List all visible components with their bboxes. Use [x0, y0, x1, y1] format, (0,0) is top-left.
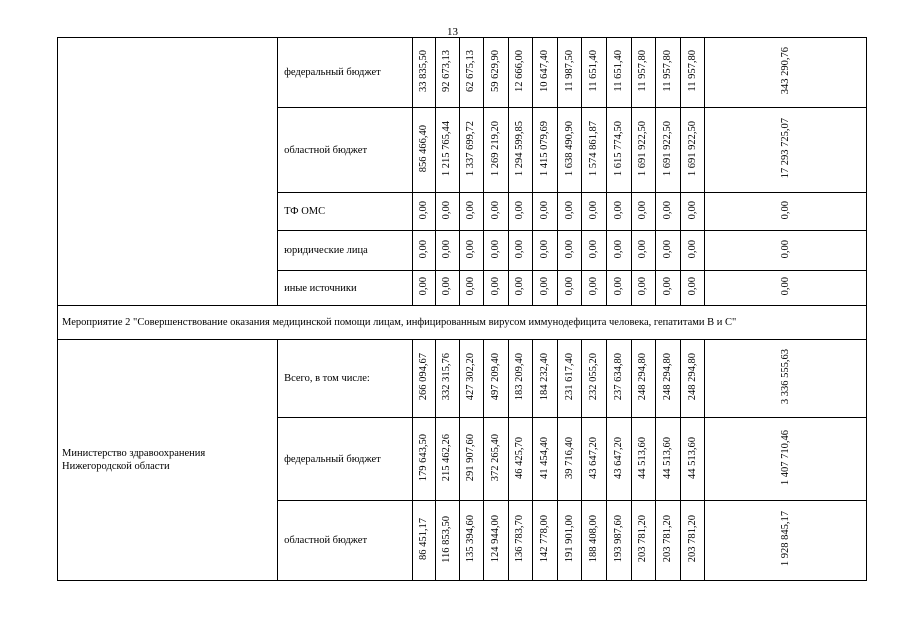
value-text: 0,00 [588, 277, 600, 296]
total-text: 1 928 845,17 [779, 511, 791, 567]
value-text: 62 675,13 [465, 50, 477, 92]
value-text: 44 513,60 [661, 436, 673, 479]
value-cell [656, 193, 681, 231]
value-cell [582, 231, 607, 271]
value-cell [436, 271, 459, 306]
value-text: 0,00 [514, 277, 526, 296]
value-text: 0,00 [514, 239, 526, 259]
funding-source-cell: иные источники [278, 271, 413, 306]
total-cell [705, 418, 867, 501]
value-text: 44 513,60 [686, 436, 698, 479]
financing-table [57, 37, 867, 581]
total-cell [705, 193, 867, 231]
value-cell [656, 38, 681, 108]
value-cell [436, 231, 459, 271]
value-cell [680, 271, 705, 306]
value-text: 1 415 079,69 [539, 120, 551, 177]
total-text: 343 290,76 [779, 47, 791, 95]
value-cell [631, 108, 656, 193]
value-cell [680, 38, 705, 108]
value-cell [533, 108, 558, 193]
value-text: 0,00 [563, 239, 575, 259]
value-cell [631, 193, 656, 231]
value-text: 12 666,00 [514, 50, 526, 92]
value-text: 0,00 [612, 200, 624, 220]
value-text: 0,00 [637, 277, 649, 296]
page-number: 13 [447, 26, 458, 38]
value-text: 41 454,40 [539, 436, 551, 479]
value-cell [582, 340, 607, 418]
value-cell [680, 231, 705, 271]
total-cell [705, 501, 867, 581]
value-cell [436, 38, 459, 108]
value-cell [631, 231, 656, 271]
value-cell [656, 501, 681, 581]
value-text: 1 574 861,87 [588, 120, 600, 177]
total-text: 17 293 725,07 [779, 118, 791, 179]
value-cell [607, 193, 632, 231]
value-cell [582, 418, 607, 501]
value-text: 0,00 [686, 239, 698, 259]
value-cell [582, 193, 607, 231]
value-cell [412, 271, 435, 306]
value-cell [484, 108, 509, 193]
value-cell [533, 340, 558, 418]
value-cell [557, 108, 582, 193]
value-text: 0,00 [588, 200, 600, 220]
value-text: 39 716,40 [563, 436, 575, 479]
value-text: 0,00 [661, 277, 673, 296]
value-text: 497 209,40 [489, 353, 501, 401]
value-text: 124 944,00 [489, 515, 501, 563]
value-cell [656, 418, 681, 501]
value-cell [557, 193, 582, 231]
value-text: 0,00 [514, 200, 526, 220]
value-text: 191 901,00 [563, 515, 575, 563]
value-text: 46 425,70 [514, 436, 526, 479]
value-text: 10 647,40 [539, 50, 551, 92]
value-cell [533, 231, 558, 271]
value-cell [412, 108, 435, 193]
value-text: 11 651,40 [588, 50, 600, 92]
executor-cell [58, 38, 278, 306]
value-text: 0,00 [588, 239, 600, 259]
value-cell [484, 418, 509, 501]
table-row [58, 38, 867, 108]
total-text: 0,00 [779, 239, 791, 259]
value-cell [436, 340, 459, 418]
funding-source-cell: областной бюджет [278, 501, 413, 581]
value-cell [557, 231, 582, 271]
value-text: 248 294,80 [686, 353, 698, 401]
value-text: 0,00 [489, 239, 501, 259]
value-cell [412, 231, 435, 271]
total-cell [705, 108, 867, 193]
value-cell [459, 418, 484, 501]
value-cell [436, 501, 459, 581]
value-text: 1 294 599,85 [514, 120, 526, 177]
value-text: 291 907,60 [465, 433, 477, 482]
value-cell [557, 340, 582, 418]
value-text: 59 629,90 [489, 50, 501, 92]
value-cell [582, 501, 607, 581]
value-cell [412, 38, 435, 108]
value-text: 44 513,60 [637, 436, 649, 479]
value-cell [557, 38, 582, 108]
value-text: 183 209,40 [514, 353, 526, 401]
value-cell [484, 501, 509, 581]
value-text: 0,00 [417, 277, 429, 296]
value-text: 43 647,20 [612, 436, 624, 479]
funding-source-cell: юридические лица [278, 231, 413, 271]
funding-source-cell: областной бюджет [278, 108, 413, 193]
value-cell [412, 193, 435, 231]
measure-row [58, 306, 867, 340]
value-cell [680, 418, 705, 501]
value-cell [436, 193, 459, 231]
value-cell [656, 231, 681, 271]
value-text: 1 337 699,72 [465, 120, 477, 177]
value-text: 0,00 [661, 200, 673, 220]
value-text: 136 783,70 [514, 515, 526, 563]
value-cell [631, 271, 656, 306]
value-cell [680, 340, 705, 418]
value-cell [656, 340, 681, 418]
value-cell [582, 271, 607, 306]
funding-source-cell: федеральный бюджет [278, 418, 413, 501]
value-cell [508, 108, 533, 193]
total-cell [705, 340, 867, 418]
value-text: 142 778,00 [539, 515, 551, 563]
value-cell [484, 340, 509, 418]
value-cell [557, 418, 582, 501]
value-cell [459, 231, 484, 271]
measure-title: Мероприятие 2 "Совершенствование оказания медицинской помощи лицам, инфицированным вирусом иммунодефицита человека, гепатитами В и С" [62, 317, 737, 328]
value-text: 0,00 [441, 200, 453, 220]
value-cell [508, 501, 533, 581]
value-cell [412, 501, 435, 581]
value-text: 0,00 [441, 277, 453, 296]
value-cell [533, 501, 558, 581]
value-text: 1 215 765,44 [441, 120, 453, 177]
value-cell [484, 193, 509, 231]
value-cell [508, 418, 533, 501]
total-cell [705, 38, 867, 108]
value-cell [459, 193, 484, 231]
value-text: 266 094,67 [417, 353, 429, 401]
value-text: 11 957,80 [661, 50, 673, 92]
value-text: 427 302,20 [465, 353, 477, 401]
value-cell [680, 501, 705, 581]
funding-source-cell: федеральный бюджет [278, 38, 413, 108]
value-text: 11 987,50 [563, 50, 575, 92]
value-cell [436, 108, 459, 193]
value-cell [607, 340, 632, 418]
total-cell [705, 231, 867, 271]
value-cell [508, 231, 533, 271]
value-text: 215 462,26 [441, 433, 453, 482]
value-text: 92 673,13 [441, 50, 453, 92]
value-text: 1 638 490,90 [563, 120, 575, 177]
total-text: 0,00 [779, 277, 791, 296]
executor-cell: Министерство здравоохранения Нижегородской области [58, 340, 278, 581]
value-cell [680, 108, 705, 193]
value-text: 0,00 [539, 239, 551, 259]
value-text: 1 691 922,50 [686, 120, 698, 177]
value-cell [582, 38, 607, 108]
value-text: 231 617,40 [563, 353, 575, 401]
value-text: 232 055,20 [588, 353, 600, 401]
value-text: 193 987,60 [612, 515, 624, 563]
value-text: 0,00 [489, 200, 501, 220]
value-text: 11 651,40 [612, 50, 624, 92]
value-cell [631, 501, 656, 581]
value-cell [607, 38, 632, 108]
value-text: 86 451,17 [417, 518, 429, 560]
value-text: 1 269 219,20 [489, 120, 501, 177]
value-cell [508, 193, 533, 231]
value-text: 0,00 [465, 277, 477, 296]
value-cell [484, 231, 509, 271]
value-text: 0,00 [612, 239, 624, 259]
value-cell [631, 38, 656, 108]
value-cell [508, 271, 533, 306]
funding-source-cell: Всего, в том числе: [278, 340, 413, 418]
value-text: 0,00 [563, 200, 575, 220]
value-text: 0,00 [539, 200, 551, 220]
value-text: 0,00 [441, 239, 453, 259]
value-text: 248 294,80 [637, 353, 649, 401]
funding-source-cell: ТФ ОМС [278, 193, 413, 231]
value-text: 188 408,00 [588, 515, 600, 563]
measure-title-cell [58, 306, 867, 340]
value-text: 135 394,60 [465, 515, 477, 563]
value-cell [459, 38, 484, 108]
value-text: 372 265,40 [489, 433, 501, 482]
value-text: 33 835,50 [417, 50, 429, 92]
value-cell [484, 271, 509, 306]
value-text: 0,00 [686, 277, 698, 296]
value-cell [631, 418, 656, 501]
value-text: 184 232,40 [539, 353, 551, 401]
value-cell [459, 271, 484, 306]
value-text: 203 781,20 [637, 515, 649, 563]
value-text: 0,00 [417, 200, 429, 220]
value-cell [656, 108, 681, 193]
value-cell [607, 501, 632, 581]
value-text: 11 957,80 [686, 50, 698, 92]
value-cell [607, 418, 632, 501]
value-text: 1 691 922,50 [637, 120, 649, 177]
value-cell [484, 38, 509, 108]
value-cell [607, 231, 632, 271]
value-text: 43 647,20 [588, 436, 600, 479]
value-cell [436, 418, 459, 501]
value-cell [412, 340, 435, 418]
value-cell [656, 271, 681, 306]
value-text: 1 691 922,50 [661, 120, 673, 177]
value-text: 116 853,50 [441, 515, 453, 563]
value-cell [607, 271, 632, 306]
value-cell [533, 38, 558, 108]
value-text: 856 466,40 [417, 124, 429, 173]
value-text: 0,00 [489, 277, 501, 296]
value-text: 0,00 [465, 239, 477, 259]
value-text: 0,00 [417, 239, 429, 259]
value-text: 11 957,80 [637, 50, 649, 92]
value-cell [533, 193, 558, 231]
value-text: 0,00 [637, 239, 649, 259]
value-text: 332 315,76 [441, 353, 453, 401]
value-text: 203 781,20 [686, 515, 698, 563]
value-text: 248 294,80 [661, 353, 673, 401]
total-text: 0,00 [779, 200, 791, 220]
value-cell [533, 271, 558, 306]
value-text: 0,00 [612, 277, 624, 296]
value-cell [557, 271, 582, 306]
table-row [58, 340, 867, 418]
value-text: 0,00 [563, 277, 575, 296]
value-text: 0,00 [465, 200, 477, 220]
value-text: 237 634,80 [612, 353, 624, 401]
value-cell [557, 501, 582, 581]
value-text: 203 781,20 [661, 515, 673, 563]
value-text: 0,00 [686, 200, 698, 220]
value-cell [631, 340, 656, 418]
value-text: 179 643,50 [417, 433, 429, 482]
total-cell [705, 271, 867, 306]
total-text: 1 407 710,46 [779, 429, 791, 486]
value-cell [607, 108, 632, 193]
value-cell [508, 340, 533, 418]
total-text: 3 336 555,63 [779, 349, 791, 405]
value-text: 0,00 [661, 239, 673, 259]
value-cell [508, 38, 533, 108]
value-text: 0,00 [637, 200, 649, 220]
value-cell [412, 418, 435, 501]
value-text: 1 615 774,50 [612, 120, 624, 177]
value-cell [459, 108, 484, 193]
value-cell [459, 501, 484, 581]
value-cell [459, 340, 484, 418]
value-cell [533, 418, 558, 501]
value-cell [582, 108, 607, 193]
value-text: 0,00 [539, 277, 551, 296]
value-cell [680, 193, 705, 231]
